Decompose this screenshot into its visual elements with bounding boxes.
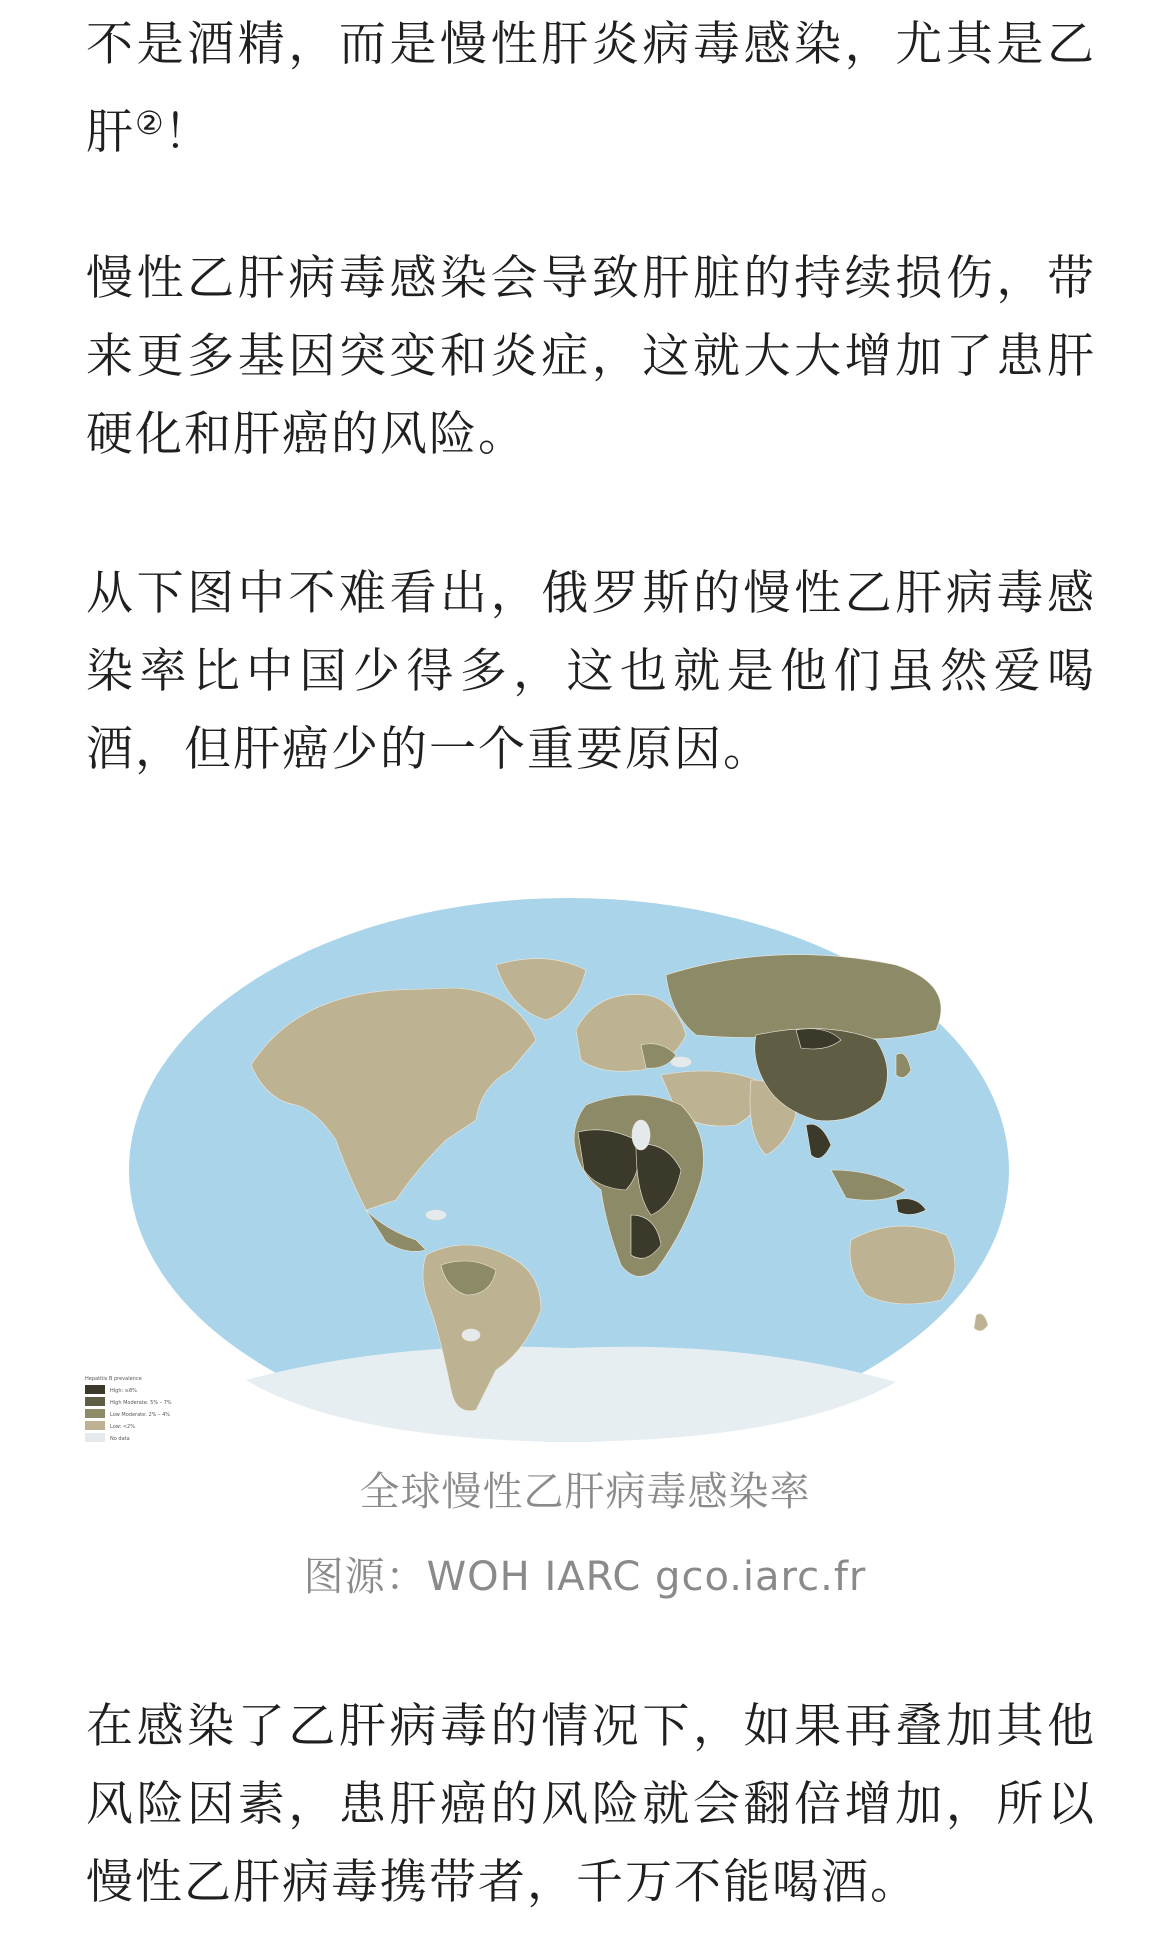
legend-swatch xyxy=(85,1421,105,1430)
russia xyxy=(666,955,941,1039)
legend-swatch xyxy=(85,1433,105,1442)
africa-no-data xyxy=(632,1120,650,1150)
map-legend xyxy=(85,1376,172,1442)
legend-label: Low: <2% xyxy=(110,1424,135,1430)
south-america-no-data xyxy=(462,1329,480,1341)
caribbean-no-data xyxy=(426,1210,446,1220)
legend-label: High Moderate: 5% – 7% xyxy=(110,1400,172,1406)
paragraph-1 xyxy=(86,6,1096,172)
figure-caption: 全球慢性乙肝病毒感染率 xyxy=(359,1469,811,1515)
antarctica xyxy=(246,1347,896,1442)
paragraph-1-text: 不是酒精，而是慢性肝炎病毒感染，尤其是乙肝 xyxy=(86,17,1096,160)
legend-label: Low Moderate: 2% – 4% xyxy=(110,1412,171,1418)
paragraph-2: 慢性乙肝病毒感染会导致肝脏的持续损伤，带来更多基因突变和炎症，这就大大增加了患肝硬化和肝癌的风险。 xyxy=(86,251,1096,462)
central-asia-no-data xyxy=(671,1057,691,1067)
legend-swatch xyxy=(85,1409,105,1418)
legend-label: High: ≥8% xyxy=(110,1388,137,1394)
legend-swatch xyxy=(85,1397,105,1406)
paragraph-4: 在感染了乙肝病毒的情况下，如果再叠加其他风险因素，患肝癌的风险就会翻倍增加，所以慢性乙肝病毒携带者，千万不能喝酒。 xyxy=(86,1699,1096,1910)
legend-label: No data xyxy=(110,1436,130,1442)
australia xyxy=(850,1226,955,1304)
footnote-marker[interactable]: ② xyxy=(135,104,164,142)
paragraph-3: 从下图中不难看出，俄罗斯的慢性乙肝病毒感染率比中国少得多，这也就是他们虽然爱喝酒，但肝癌少的一个重要原因。 xyxy=(86,566,1096,777)
new-zealand xyxy=(974,1314,988,1331)
paragraph-1-end: ！ xyxy=(163,105,213,160)
world-map xyxy=(85,870,1042,1450)
legend-swatch xyxy=(85,1385,105,1394)
world-map-figure xyxy=(85,870,1042,1450)
legend-title: Hepatitis B prevalence xyxy=(85,1376,142,1382)
figure-source: 图源：WOH IARC gco.iarc.fr xyxy=(303,1554,867,1600)
